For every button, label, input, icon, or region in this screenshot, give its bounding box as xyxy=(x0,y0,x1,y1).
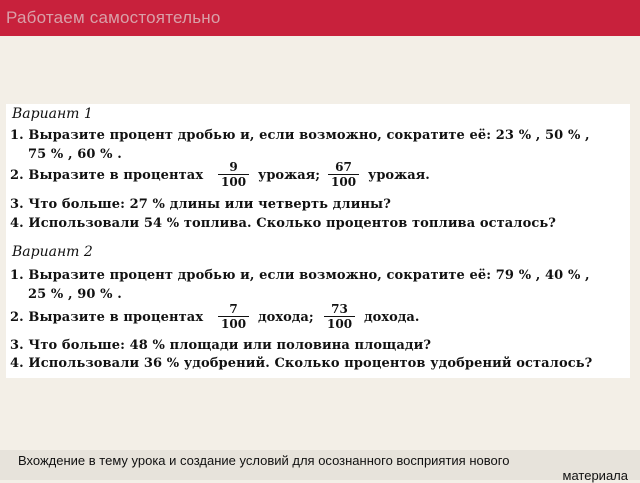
v1-q2-mid: урожая; xyxy=(258,168,321,183)
v1-q2-fraction-1 xyxy=(218,160,249,190)
v2-q4: 4. Использовали 36 % удобрений. Сколько процентов удобрений осталось? xyxy=(10,356,593,371)
v1-q1-line1: 1. Выразите процент дробью и, если возможно, сократите её: 23 % , 50 % , xyxy=(10,128,590,143)
variant-1-title: Вариант 1 xyxy=(12,106,93,122)
v2-q3: 3. Что больше: 48 % площади или половина площади? xyxy=(10,338,432,353)
variant-2-title: Вариант 2 xyxy=(12,244,93,260)
v2-q2-mid: дохода; xyxy=(258,310,314,325)
v1-q2-fraction-2 xyxy=(328,160,359,190)
fraction-denominator: 100 xyxy=(221,175,247,189)
footer-line-1: Вхождение в тему урока и создание условий для осознанного восприятия нового xyxy=(18,453,510,468)
fraction-numerator: 9 xyxy=(218,160,249,175)
fraction-numerator: 67 xyxy=(328,160,359,175)
footer-line-2: материала xyxy=(562,468,628,483)
v2-q2-fraction-2 xyxy=(324,302,355,332)
v1-q3: 3. Что больше: 27 % длины или четверть длины? xyxy=(10,197,391,212)
v1-q2-end: урожая. xyxy=(368,168,430,183)
fraction-denominator: 100 xyxy=(331,175,357,189)
fraction-numerator: 73 xyxy=(324,302,355,317)
v2-q1-line1: 1. Выразите процент дробью и, если возможно, сократите её: 79 % , 40 % , xyxy=(10,268,590,283)
fraction-denominator: 100 xyxy=(327,317,353,331)
task-panel xyxy=(6,104,630,378)
v1-q1-line2: 75 % , 60 % . xyxy=(28,147,122,162)
v1-q4: 4. Использовали 54 % топлива. Сколько процентов топлива осталось? xyxy=(10,216,556,231)
fraction-numerator: 7 xyxy=(218,302,249,317)
v2-q2-fraction-1 xyxy=(218,302,249,332)
footer-bar xyxy=(0,450,640,483)
fraction-denominator: 100 xyxy=(221,317,247,331)
slide-title: Работаем самостоятельно xyxy=(6,8,221,27)
v2-q2-end: дохода. xyxy=(364,310,420,325)
header-bar xyxy=(0,0,640,36)
v2-q2-text: 2. Выразите в процентах xyxy=(10,310,204,325)
v1-q2-text: 2. Выразите в процентах xyxy=(10,168,204,183)
v2-q1-line2: 25 % , 90 % . xyxy=(28,287,122,302)
